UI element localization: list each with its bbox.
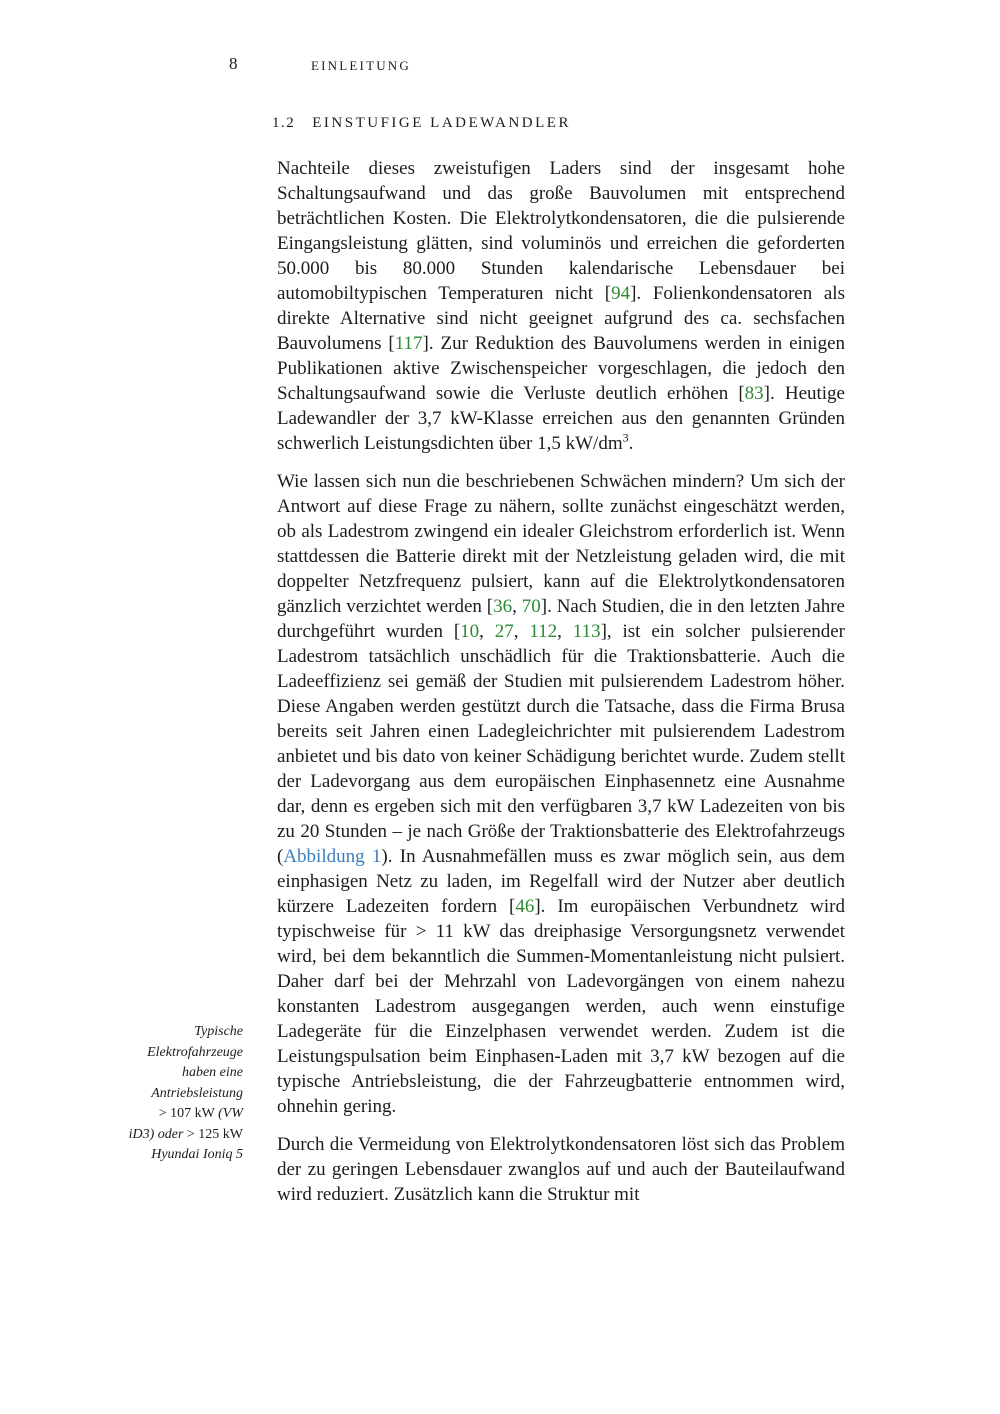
- text-run: Wie lassen sich nun die beschriebenen Schwächen mindern? Um sich der Antwort auf diese Frage zu nähern, sollte zunächst eingeschätzt werden, ob als Ladestrom zwingend ein idealer Gleichstrom erforderlich ist. Wenn stattdessen die Batterie direkt mit der Netzleistung geladen wird, die mit doppelter Netzfrequenz pulsiert, kann auf die Elektrolytkondensatoren gänzlich verzichtet werden [: [277, 471, 845, 617]
- paragraph-3: [277, 1132, 845, 1207]
- citation-link[interactable]: 36: [493, 596, 513, 617]
- text-run: ). In Ausnahmefällen muss es zwar möglich sein, aus dem einphasigen Netz zu laden, im Regelfall wird der Nutzer aber deutlich kürzere Ladezeiten fordern [: [277, 846, 846, 917]
- page-number: 8: [229, 54, 238, 73]
- margin-note: [63, 1022, 243, 1166]
- text-run: ]. Heutige Ladewandler der 3,7 kW-Klasse erreichen aus den genannten Gründen schwerlich Leistungsdichten über 1,5 kW/dm: [277, 383, 845, 454]
- text-run: ]. Zur Reduktion des Bauvolumens werden in einigen Publikationen aktive Zwischenspeicher vorgeschlagen, die jedoch den Schaltungsaufwand sowie die Verluste deutlich erhöhen [: [277, 333, 845, 404]
- margin-note-text: > 107 kW: [158, 1106, 219, 1121]
- margin-note-text: iD3) oder: [128, 1126, 187, 1142]
- citation-link[interactable]: 46: [515, 896, 535, 917]
- citation-link[interactable]: 10: [460, 621, 480, 642]
- text-run: Durch die Vermeidung von Elektrolytkondensatoren löst sich das Problem der zu geringen Lebensdauer zwanglos auf und auch der Bauteilaufwand wird reduziert. Zusätzlich kann die Struktur mit: [277, 1134, 845, 1205]
- text-run: ,: [479, 621, 495, 642]
- margin-note-text: (VW: [218, 1106, 243, 1121]
- margin-note-text: > 125 kW: [186, 1126, 243, 1142]
- margin-note-line: [63, 1084, 243, 1105]
- margin-note-text: Hyundai Ioniq 5: [151, 1147, 243, 1162]
- margin-note-line: [63, 1104, 243, 1125]
- margin-note-line: [63, 1125, 243, 1146]
- text-run: ]. Folienkondensatoren als direkte Alternative sind nicht geeignet aufgrund des ca. sechsfachen Bauvolumens [: [277, 283, 845, 354]
- margin-note-line: [63, 1145, 243, 1166]
- body-text-column: [277, 156, 845, 1220]
- margin-note-text: Typische: [194, 1024, 243, 1039]
- text-run: ], ist ein solcher pulsierender Ladestrom tatsächlich unschädlich für die Traktionsbatterie. Auch die Ladeeffizienz sei gemäß der Studien mit pulsierendem Ladestrom höher. Diese Angaben werden gestützt durch die Tatsache, dass die Firma Brusa bereits seit Jahren einen Ladegleichrichter mit pulsierendem Ladestrom anbietet und bis dato von keiner Schädigung berichtet wurde. Zudem stellt der Ladevorgang aus dem europäischen Einphasennetz eine Ausnahme dar, denn es ergeben sich mit den verfügbaren 3,7 kW Ladezeiten von bis zu 20 Stunden – je nach Größe der Traktionsbatterie des Elektrofahrzeugs (: [277, 621, 846, 867]
- section-number: 1.2: [272, 115, 296, 131]
- margin-note-text: haben eine: [181, 1065, 243, 1080]
- margin-note-line: [63, 1063, 243, 1084]
- text-run: ,: [513, 621, 530, 642]
- paragraph-1: [277, 156, 845, 456]
- text-run: .: [628, 433, 634, 454]
- section-title: EINSTUFIGE LADEWANDLER: [312, 115, 571, 131]
- text-run: Nachteile dieses zweistufigen Laders sind der insgesamt hohe Schaltungsaufwand und das große Bauvolumen mit entsprechend beträchtlichen Kosten. Die Elektrolytkondensatoren, die die pulsierende Eingangsleistung glätten, sind voluminös und erreichen die geforderten 50.000 bis 80.000 Stunden kalendarische Lebensdauer bei automobiltypischen Temperaturen nicht [: [277, 158, 845, 304]
- figure-reference-link[interactable]: Abbildung 1: [283, 846, 382, 867]
- citation-link[interactable]: 94: [611, 283, 631, 304]
- margin-note-line: [63, 1022, 243, 1043]
- paragraph-2: [277, 469, 845, 1119]
- margin-note-line: [63, 1043, 243, 1064]
- margin-note-text: Elektrofahrzeuge: [147, 1044, 243, 1060]
- citation-link[interactable]: 117: [394, 333, 423, 354]
- citation-link[interactable]: 70: [521, 596, 541, 617]
- citation-link[interactable]: 112: [529, 621, 558, 642]
- superscript: 3: [622, 430, 629, 445]
- citation-link[interactable]: 113: [572, 621, 601, 642]
- text-run: ]. Im europäischen Verbundnetz wird typischweise für > 11 kW das dreiphasige Versorgungsnetz verwendet wird, bei dem bekanntlich die Summen-Momentanleistung nicht pulsiert. Daher darf bei der Mehrzahl von Ladevorgängen von einem nahezu konstanten Ladestrom ausgegangen werden, auch wenn einstufige Ladegeräte für die Einzelphasen verwendet werden. Zudem ist die Leistungspulsation beim Einphasen-Laden mit 3,7 kW bezogen auf die typische Antriebsleistung, die der Fahrzeugbatterie entnommen wird, ohnehin gering.: [277, 896, 846, 1117]
- text-run: ]. Nach Studien, die in den letzten Jahre durchgeführt wurden [: [277, 596, 845, 642]
- citation-link[interactable]: 27: [494, 621, 514, 642]
- section-heading: [272, 115, 571, 132]
- citation-link[interactable]: 83: [744, 383, 764, 404]
- text-run: ,: [512, 596, 522, 617]
- running-header: EINLEITUNG: [311, 58, 411, 73]
- text-run: ,: [557, 621, 573, 642]
- margin-note-text: Antriebsleistung: [151, 1085, 243, 1101]
